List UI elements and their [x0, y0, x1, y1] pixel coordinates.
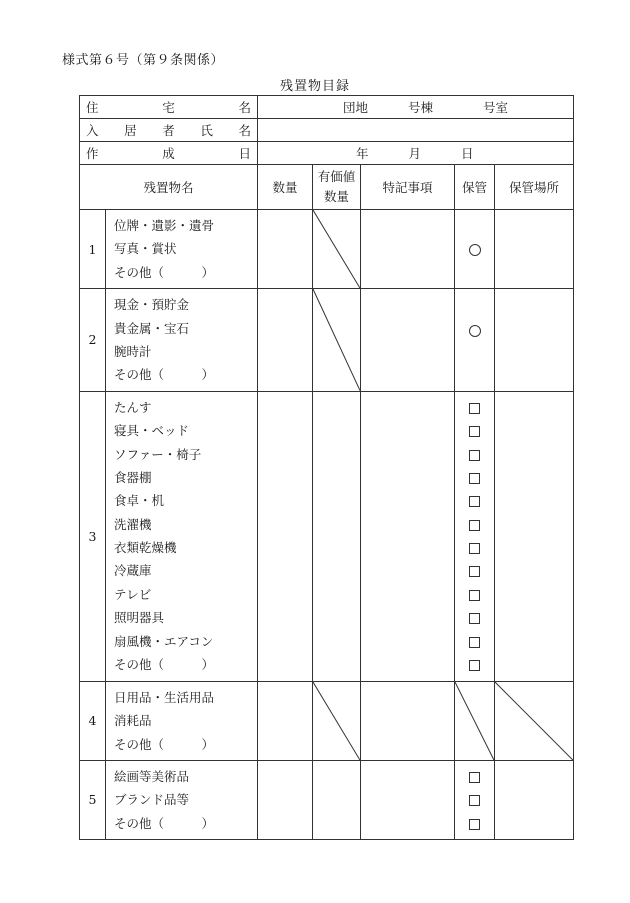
valuable-quantity-cell[interactable]	[313, 760, 361, 839]
storage-place-cell-disabled	[495, 681, 574, 760]
storage-place-cell[interactable]	[495, 210, 574, 289]
circle-mark-icon	[469, 244, 481, 256]
group-number: 4	[80, 681, 106, 760]
address-field[interactable]: 団地 号棟 号室	[258, 96, 574, 119]
diagonal-line	[313, 682, 360, 760]
checkbox-icon[interactable]	[469, 637, 480, 648]
group-row-3	[80, 391, 574, 681]
checkbox-icon[interactable]	[469, 473, 480, 484]
quantity-cell[interactable]	[258, 760, 313, 839]
checkbox-icon[interactable]	[469, 590, 480, 601]
checkbox-icon[interactable]	[469, 496, 480, 507]
diagonal-line	[313, 210, 360, 288]
group-items: 日用品・生活用品 消耗品 その他（ ）	[106, 681, 258, 760]
storage-cell	[455, 391, 495, 681]
checkbox-icon[interactable]	[469, 772, 480, 783]
checkbox-icon[interactable]	[469, 795, 480, 806]
remarks-cell[interactable]	[361, 681, 455, 760]
checkbox-icon[interactable]	[469, 819, 480, 830]
group-number: 5	[80, 760, 106, 839]
checkbox-icon[interactable]	[469, 403, 480, 414]
group-items: 現金・預貯金 貴金属・宝石 腕時計 その他（ ）	[106, 289, 258, 392]
storage-cell	[455, 760, 495, 839]
header-valuable-quantity: 有価値 数量	[313, 165, 361, 210]
checkbox-icon[interactable]	[469, 543, 480, 554]
storage-cell	[455, 210, 495, 289]
resident-row	[80, 119, 574, 142]
group-items: たんす 寝具・ベッド ソファー・椅子 食器棚 食卓・机 洗濯機 衣類乾燥機 冷蔵庫 テレビ 照明器具 扇風機・エアコン その他（ ）	[106, 391, 258, 681]
checkbox-icon[interactable]	[469, 450, 480, 461]
form-number: 様式第６号（第９条関係）	[62, 53, 225, 68]
group-row-2	[80, 289, 574, 392]
address-label: 住 宅 名	[80, 96, 258, 119]
quantity-cell[interactable]	[258, 210, 313, 289]
inventory-table	[79, 95, 574, 840]
address-row	[80, 96, 574, 119]
valuable-quantity-cell-disabled	[313, 681, 361, 760]
created-label: 作 成 日	[80, 142, 258, 165]
valuable-quantity-cell-disabled	[313, 210, 361, 289]
remarks-cell[interactable]	[361, 760, 455, 839]
group-row-4	[80, 681, 574, 760]
checkbox-icon[interactable]	[469, 566, 480, 577]
diagonal-line	[313, 289, 360, 391]
group-number: 2	[80, 289, 106, 392]
diagonal-line	[495, 682, 573, 760]
circle-mark-icon	[469, 325, 481, 337]
header-remarks: 特記事項	[361, 165, 455, 210]
storage-place-cell[interactable]	[495, 289, 574, 392]
storage-place-cell[interactable]	[495, 391, 574, 681]
document-title: 残置物目録	[279, 79, 350, 94]
header-storage: 保管	[455, 165, 495, 210]
group-items: 絵画等美術品 ブランド品等 その他（ ）	[106, 760, 258, 839]
column-header-row	[80, 165, 574, 210]
group-items: 位牌・遺影・遺骨 写真・賞状 その他（ ）	[106, 210, 258, 289]
checkbox-icon[interactable]	[469, 613, 480, 624]
storage-cell-disabled	[455, 681, 495, 760]
resident-name-field[interactable]	[258, 119, 574, 142]
quantity-cell[interactable]	[258, 289, 313, 392]
header-quantity: 数量	[258, 165, 313, 210]
created-date-row	[80, 142, 574, 165]
diagonal-line	[455, 682, 494, 760]
header-storage-place: 保管場所	[495, 165, 574, 210]
checkbox-icon[interactable]	[469, 426, 480, 437]
group-row-5	[80, 760, 574, 839]
remarks-cell[interactable]	[361, 391, 455, 681]
group-row-1	[80, 210, 574, 289]
remarks-cell[interactable]	[361, 289, 455, 392]
remarks-cell[interactable]	[361, 210, 455, 289]
valuable-quantity-cell[interactable]	[313, 391, 361, 681]
group-number: 3	[80, 391, 106, 681]
storage-place-cell[interactable]	[495, 760, 574, 839]
valuable-quantity-cell-disabled	[313, 289, 361, 392]
checkbox-icon[interactable]	[469, 520, 480, 531]
header-item-name: 残置物名	[80, 165, 258, 210]
checkbox-icon[interactable]	[469, 660, 480, 671]
quantity-cell[interactable]	[258, 681, 313, 760]
quantity-cell[interactable]	[258, 391, 313, 681]
created-date-field[interactable]: 年 月 日	[258, 142, 574, 165]
resident-label: 入 居 者 氏 名	[80, 119, 258, 142]
storage-cell	[455, 289, 495, 392]
group-number: 1	[80, 210, 106, 289]
